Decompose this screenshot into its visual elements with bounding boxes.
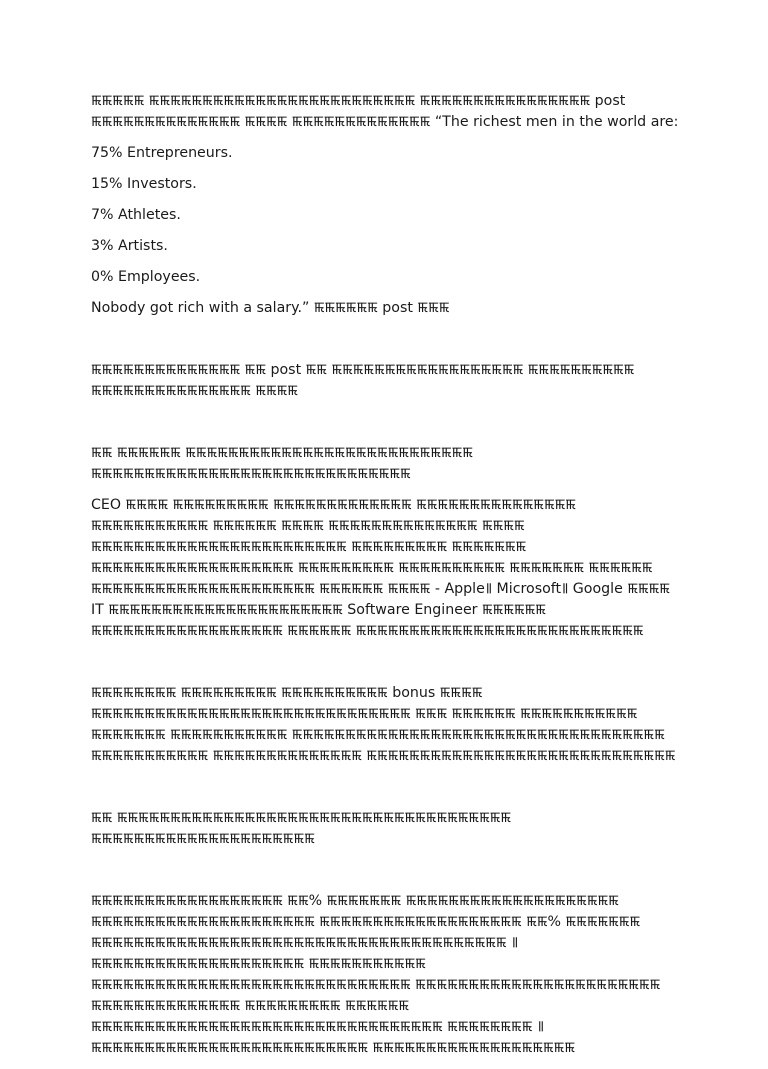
stat-athletes: 7% Athletes. xyxy=(91,207,181,223)
document-page xyxy=(91,91,679,1069)
intro-paragraph: ꯃꯃꯃꯃꯃ ꯃꯃꯃꯃꯃꯃꯃꯃꯃꯃꯃꯃꯃꯃꯃꯃꯃꯃꯃꯃꯃꯃꯃꯃꯃ ꯃꯃꯃꯃꯃꯃꯃꯃꯃꯃꯃꯃꯃꯃꯃꯃ post ꯃꯃꯃꯃꯃꯃꯃꯃꯃꯃꯃꯃꯃꯃ ꯃꯃꯃꯃ ꯃꯃꯃꯃꯃꯃꯃꯃꯃꯃꯃꯃꯃ “The richest men in the world are: xyxy=(91,93,679,130)
body-paragraph-3: CEO ꯃꯃꯃꯃ ꯃꯃꯃꯃꯃꯃꯃꯃꯃ ꯃꯃꯃꯃꯃꯃꯃꯃꯃꯃꯃꯃꯃ ꯃꯃꯃꯃꯃꯃꯃꯃꯃꯃꯃꯃꯃꯃꯃ ꯃꯃꯃꯃꯃꯃꯃꯃꯃꯃꯃ ꯃꯃꯃꯃꯃꯃ ꯃꯃꯃꯃ ꯃꯃꯃꯃꯃꯃꯃꯃꯃꯃꯃꯃꯃꯃ ꯃꯃꯃꯃ ꯃꯃꯃꯃꯃꯃꯃꯃꯃꯃꯃꯃꯃꯃꯃꯃꯃꯃꯃꯃꯃꯃꯃꯃ ꯃꯃꯃꯃꯃꯃꯃꯃꯃ ꯃꯃꯃꯃꯃꯃꯃ ꯃꯃꯃꯃꯃꯃꯃꯃꯃꯃꯃꯃꯃꯃꯃꯃꯃꯃꯃ ꯃꯃꯃꯃꯃꯃꯃꯃꯃ ꯃꯃꯃꯃꯃꯃꯃꯃꯃꯃ ꯃꯃꯃꯃꯃꯃꯃ ꯃꯃꯃꯃꯃꯃ ꯃꯃꯃꯃꯃꯃꯃꯃꯃꯃꯃꯃꯃꯃꯃꯃꯃꯃꯃꯃꯃ ꯃꯃꯃꯃꯃꯃ ꯃꯃꯃꯃ - Apple꯫ Microsoft꯫ Google ꯃꯃꯃꯃ IT ꯃꯃꯃꯃꯃꯃꯃꯃꯃꯃꯃꯃꯃꯃꯃꯃꯃꯃꯃꯃꯃꯃ Software Engineer ꯃꯃꯃꯃꯃꯃ ꯃꯃꯃꯃꯃꯃꯃꯃꯃꯃꯃꯃꯃꯃꯃꯃꯃꯃ ꯃꯃꯃꯃꯃꯃ ꯃꯃꯃꯃꯃꯃꯃꯃꯃꯃꯃꯃꯃꯃꯃꯃꯃꯃꯃꯃꯃꯃꯃꯃꯃꯃꯃ xyxy=(91,497,670,639)
body-paragraph-4: ꯃꯃꯃꯃꯃꯃꯃꯃ ꯃꯃꯃꯃꯃꯃꯃꯃꯃ ꯃꯃꯃꯃꯃꯃꯃꯃꯃꯃ bonus ꯃꯃꯃꯃ ꯃꯃꯃꯃꯃꯃꯃꯃꯃꯃꯃꯃꯃꯃꯃꯃꯃꯃꯃꯃꯃꯃꯃꯃꯃꯃꯃꯃꯃꯃ ꯃꯃꯃ ꯃꯃꯃꯃꯃꯃ ꯃꯃꯃꯃꯃꯃꯃꯃꯃꯃꯃ ꯃꯃꯃꯃꯃꯃꯃ ꯃꯃꯃꯃꯃꯃꯃꯃꯃꯃꯃ ꯃꯃꯃꯃꯃꯃꯃꯃꯃꯃꯃꯃꯃꯃꯃꯃꯃꯃꯃꯃꯃꯃꯃꯃꯃꯃꯃꯃꯃꯃꯃꯃꯃꯃꯃ ꯃꯃꯃꯃꯃꯃꯃꯃꯃꯃꯃ ꯃꯃꯃꯃꯃꯃꯃꯃꯃꯃꯃꯃꯃꯃ ꯃꯃꯃꯃꯃꯃꯃꯃꯃꯃꯃꯃꯃꯃꯃꯃꯃꯃꯃꯃꯃꯃꯃꯃꯃꯃꯃꯃꯃ xyxy=(91,685,676,764)
stat-artists: 3% Artists. xyxy=(91,238,168,254)
body-paragraph-2: ꯃꯃ ꯃꯃꯃꯃꯃꯃ ꯃꯃꯃꯃꯃꯃꯃꯃꯃꯃꯃꯃꯃꯃꯃꯃꯃꯃꯃꯃꯃꯃꯃꯃꯃꯃꯃ ꯃꯃꯃꯃꯃꯃꯃꯃꯃꯃꯃꯃꯃꯃꯃꯃꯃꯃꯃꯃꯃꯃꯃꯃꯃꯃꯃꯃꯃꯃ xyxy=(91,445,473,482)
quote-end-paragraph: Nobody got rich with a salary.” ꯃꯃꯃꯃꯃꯃ post ꯃꯃꯃ xyxy=(91,300,450,316)
body-paragraph-1: ꯃꯃꯃꯃꯃꯃꯃꯃꯃꯃꯃꯃꯃꯃ ꯃꯃ post ꯃꯃ ꯃꯃꯃꯃꯃꯃꯃꯃꯃꯃꯃꯃꯃꯃꯃꯃꯃꯃ ꯃꯃꯃꯃꯃꯃꯃꯃꯃꯃ ꯃꯃꯃꯃꯃꯃꯃꯃꯃꯃꯃꯃꯃꯃꯃ ꯃꯃꯃꯃ xyxy=(91,362,635,399)
stat-entrepreneurs: 75% Entrepreneurs. xyxy=(91,145,233,161)
stat-investors: 15% Investors. xyxy=(91,176,197,192)
stat-employees: 0% Employees. xyxy=(91,269,201,285)
body-paragraph-5: ꯃꯃ ꯃꯃꯃꯃꯃꯃꯃꯃꯃꯃꯃꯃꯃꯃꯃꯃꯃꯃꯃꯃꯃꯃꯃꯃꯃꯃꯃꯃꯃꯃꯃꯃꯃꯃꯃꯃꯃ ꯃꯃꯃꯃꯃꯃꯃꯃꯃꯃꯃꯃꯃꯃꯃꯃꯃꯃꯃꯃꯃ xyxy=(91,810,512,847)
body-paragraph-6: ꯃꯃꯃꯃꯃꯃꯃꯃꯃꯃꯃꯃꯃꯃꯃꯃꯃꯃ ꯃꯃ% ꯃꯃꯃꯃꯃꯃꯃ ꯃꯃꯃꯃꯃꯃꯃꯃꯃꯃꯃꯃꯃꯃꯃꯃꯃꯃꯃꯃ ꯃꯃꯃꯃꯃꯃꯃꯃꯃꯃꯃꯃꯃꯃꯃꯃꯃꯃꯃꯃꯃ ꯃꯃꯃꯃꯃꯃꯃꯃꯃꯃꯃꯃꯃꯃꯃꯃꯃꯃꯃ ꯃꯃ% ꯃꯃꯃꯃꯃꯃꯃ ꯃꯃꯃꯃꯃꯃꯃꯃꯃꯃꯃꯃꯃꯃꯃꯃꯃꯃꯃꯃꯃꯃꯃꯃꯃꯃꯃꯃꯃꯃꯃꯃꯃꯃꯃꯃꯃꯃꯃ ꯫ ꯃꯃꯃꯃꯃꯃꯃꯃꯃꯃꯃꯃꯃꯃꯃꯃꯃꯃꯃꯃ ꯃꯃꯃꯃꯃꯃꯃꯃꯃꯃꯃ ꯃꯃꯃꯃꯃꯃꯃꯃꯃꯃꯃꯃꯃꯃꯃꯃꯃꯃꯃꯃꯃꯃꯃꯃꯃꯃꯃꯃꯃꯃ ꯃꯃꯃꯃꯃꯃꯃꯃꯃꯃꯃꯃꯃꯃꯃꯃꯃꯃꯃꯃꯃꯃꯃ ꯃꯃꯃꯃꯃꯃꯃꯃꯃꯃꯃꯃꯃꯃ ꯃꯃꯃꯃꯃꯃꯃꯃꯃ ꯃꯃꯃꯃꯃꯃ ꯃꯃꯃꯃꯃꯃꯃꯃꯃꯃꯃꯃꯃꯃꯃꯃꯃꯃꯃꯃꯃꯃꯃꯃꯃꯃꯃꯃꯃꯃꯃꯃꯃ ꯃꯃꯃꯃꯃꯃꯃꯃ ꯫ ꯃꯃꯃꯃꯃꯃꯃꯃꯃꯃꯃꯃꯃꯃꯃꯃꯃꯃꯃꯃꯃꯃꯃꯃꯃꯃ ꯃꯃꯃꯃꯃꯃꯃꯃꯃꯃꯃꯃꯃꯃꯃꯃꯃꯃꯃ xyxy=(91,893,661,1056)
